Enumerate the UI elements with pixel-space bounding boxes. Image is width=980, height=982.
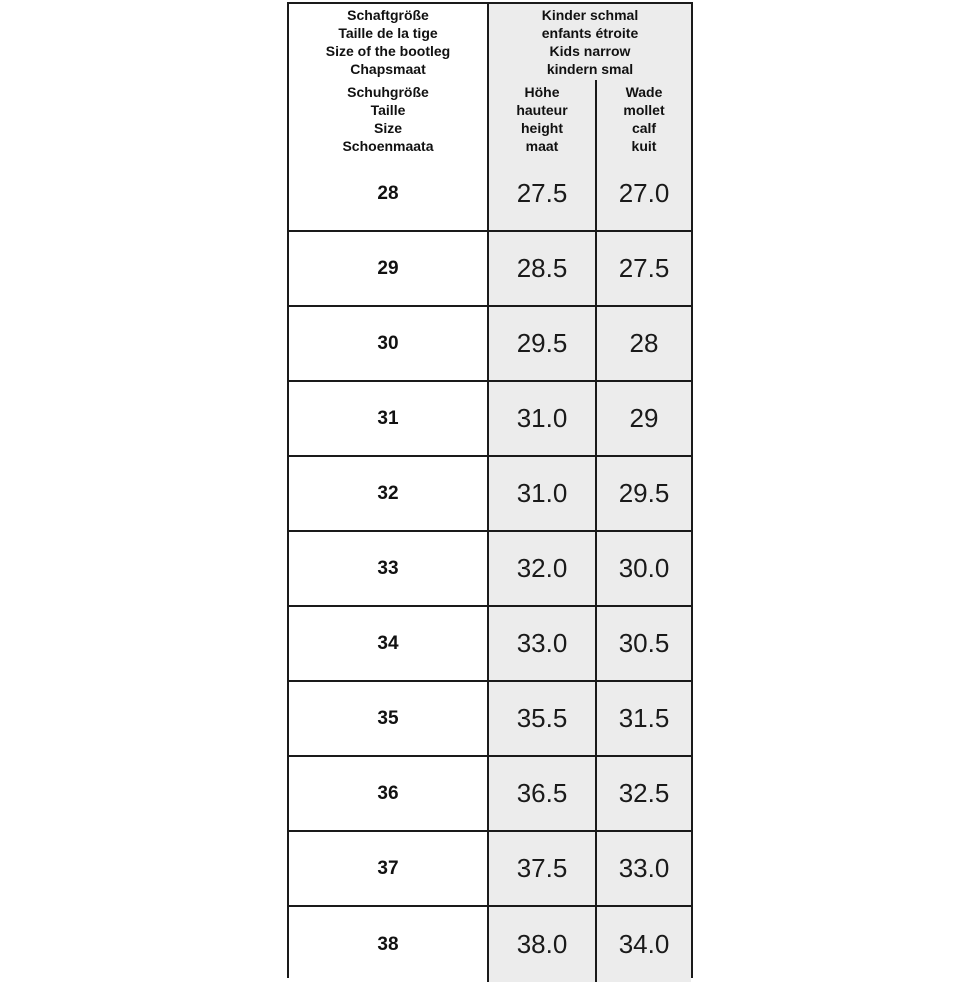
calf-cell — [597, 157, 691, 230]
header-row-top — [289, 4, 691, 82]
shoe-size-cell — [289, 307, 489, 380]
header-text-line: maat — [525, 137, 559, 154]
shoe-size-value: 29 — [377, 257, 399, 279]
header-text-line: height — [521, 119, 563, 136]
header-text-line: mollet — [623, 101, 665, 118]
calf-cell — [597, 607, 691, 680]
header-text-line: Taille de la tige — [338, 25, 438, 41]
header-text-line: Schaftgröße — [347, 7, 429, 23]
shoe-size-cell — [289, 907, 489, 982]
header-text-line: Kids narrow — [549, 43, 631, 59]
height-cell — [489, 382, 597, 455]
calf-value: 29.5 — [618, 478, 670, 508]
height-cell — [489, 157, 597, 230]
shoe-size-cell — [289, 757, 489, 830]
header-text-line: enfants étroite — [541, 25, 639, 41]
header-text-line: Schoenmaata — [342, 137, 434, 154]
calf-cell — [597, 832, 691, 905]
height-cell — [489, 532, 597, 605]
shoe-size-value: 36 — [377, 782, 399, 804]
height-value: 29.5 — [516, 328, 568, 358]
calf-value: 28 — [629, 328, 659, 358]
shoe-size-value: 31 — [377, 407, 399, 429]
header-text-line: kuit — [631, 137, 657, 154]
calf-cell — [597, 757, 691, 830]
table-row — [289, 457, 691, 532]
height-cell — [489, 607, 597, 680]
fit-type-header — [489, 4, 691, 80]
shoe-size-value: 28 — [377, 182, 399, 204]
height-value: 31.0 — [516, 478, 568, 508]
shaft-size-header — [289, 4, 489, 80]
header-text-line: Kinder schmal — [541, 7, 639, 23]
height-value: 31.0 — [516, 403, 568, 433]
height-value: 33.0 — [516, 628, 568, 658]
table-row — [289, 382, 691, 457]
shoe-size-value: 30 — [377, 332, 399, 354]
header-text-line: Schuhgröße — [347, 83, 429, 100]
table-row — [289, 907, 691, 982]
shoe-size-cell — [289, 232, 489, 305]
table-row — [289, 682, 691, 757]
header-text-line: kindern smal — [546, 61, 634, 77]
calf-value: 27.5 — [618, 253, 670, 283]
header-text-line: Höhe — [524, 83, 560, 100]
table-row — [289, 307, 691, 382]
calf-cell — [597, 532, 691, 605]
shoe-size-header — [289, 80, 489, 157]
header-text-line: Size — [373, 119, 402, 136]
calf-cell — [597, 382, 691, 455]
calf-cell — [597, 907, 691, 982]
shoe-size-cell — [289, 157, 489, 230]
header-text-line: Chapsmaat — [350, 61, 426, 77]
shoe-size-cell — [289, 457, 489, 530]
calf-cell — [597, 307, 691, 380]
table-row — [289, 757, 691, 832]
calf-value: 33.0 — [618, 853, 670, 883]
shoe-size-value: 33 — [377, 557, 399, 579]
header-row-columns — [289, 80, 691, 159]
shoe-size-value: 34 — [377, 632, 399, 654]
calf-value: 31.5 — [618, 703, 670, 733]
height-cell — [489, 682, 597, 755]
calf-value: 27.0 — [618, 178, 670, 208]
height-header — [489, 80, 597, 157]
header-text-line: hauteur — [516, 101, 568, 118]
height-cell — [489, 307, 597, 380]
shoe-size-cell — [289, 682, 489, 755]
header-text-line: Size of the bootleg — [325, 43, 451, 59]
height-value: 37.5 — [516, 853, 568, 883]
calf-cell — [597, 232, 691, 305]
size-rows — [289, 157, 691, 976]
height-value: 35.5 — [516, 703, 568, 733]
size-chart-table — [287, 2, 693, 978]
header-text-line: calf — [631, 119, 657, 136]
shoe-size-cell — [289, 832, 489, 905]
calf-cell — [597, 457, 691, 530]
height-value: 36.5 — [516, 778, 568, 808]
height-value: 27.5 — [516, 178, 568, 208]
height-cell — [489, 457, 597, 530]
shoe-size-value: 38 — [377, 933, 399, 955]
shoe-size-cell — [289, 382, 489, 455]
header-text-line: Taille — [370, 101, 406, 118]
header-text-line: Wade — [625, 83, 663, 100]
height-cell — [489, 832, 597, 905]
height-value: 38.0 — [516, 929, 568, 959]
table-row — [289, 832, 691, 907]
calf-value: 30.5 — [618, 628, 670, 658]
calf-header — [597, 80, 691, 157]
shoe-size-cell — [289, 532, 489, 605]
calf-value: 34.0 — [618, 929, 670, 959]
shoe-size-cell — [289, 607, 489, 680]
shoe-size-value: 37 — [377, 857, 399, 879]
table-row — [289, 532, 691, 607]
shoe-size-value: 35 — [377, 707, 399, 729]
height-cell — [489, 757, 597, 830]
table-row — [289, 232, 691, 307]
table-row — [289, 157, 691, 232]
height-cell — [489, 232, 597, 305]
shoe-size-value: 32 — [377, 482, 399, 504]
calf-value: 29 — [629, 403, 659, 433]
height-value: 28.5 — [516, 253, 568, 283]
table-row — [289, 607, 691, 682]
height-cell — [489, 907, 597, 982]
calf-value: 32.5 — [618, 778, 670, 808]
height-value: 32.0 — [516, 553, 568, 583]
calf-value: 30.0 — [618, 553, 670, 583]
calf-cell — [597, 682, 691, 755]
